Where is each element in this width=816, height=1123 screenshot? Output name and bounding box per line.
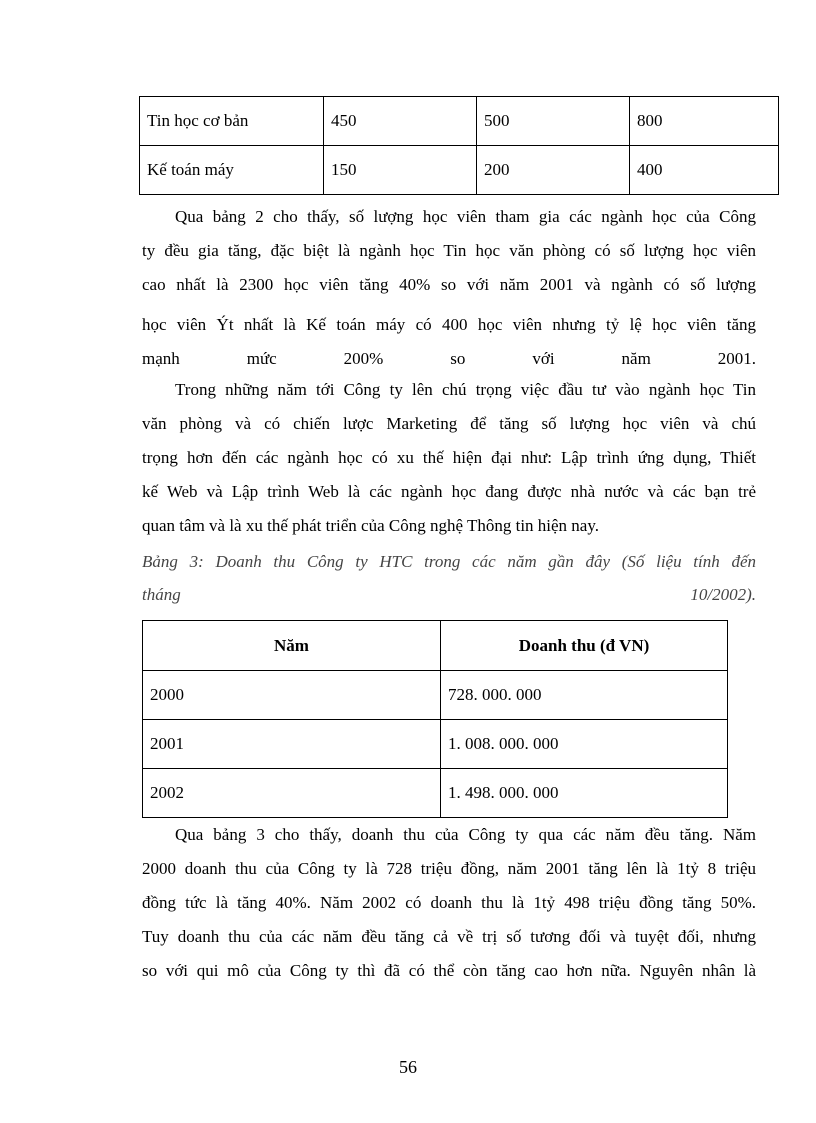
text-line: Tuy doanh thu của các năm đều tăng cả về trị số tương đối và tuyệt đối, nhưng <box>142 927 756 946</box>
caption-line: tháng 10/2002). <box>142 585 756 604</box>
text-line: so với qui mô của Công ty thì đã có thể còn tăng cao hơn nữa. Nguyên nhân là <box>142 961 756 980</box>
table-row <box>143 769 728 818</box>
paragraph-future-plan <box>142 373 756 543</box>
table-row <box>140 97 779 146</box>
page-number: 56 <box>399 1057 417 1077</box>
table-header-row <box>143 621 728 671</box>
table-cell: 728. 000. 000 <box>441 671 728 720</box>
table-cell: 2000 <box>143 671 441 720</box>
text-line: Trong những năm tới Công ty lên chú trọng việc đầu tư vào ngành học Tin <box>175 380 756 399</box>
table-cell: Tin học cơ bản <box>140 97 324 146</box>
text-line: cao nhất là 2300 học viên tăng 40% so với năm 2001 và ngành có số lượng <box>142 275 756 294</box>
column-header-revenue: Doanh thu (đ VN) <box>441 621 728 671</box>
table-cell: 2002 <box>143 769 441 818</box>
table-row <box>140 146 779 195</box>
table-cell: 150 <box>324 146 477 195</box>
caption-line: Bảng 3: Doanh thu Công ty HTC trong các năm gần đây (Số liệu tính đến <box>142 552 756 571</box>
table-cell: 400 <box>630 146 779 195</box>
course-table <box>139 96 779 195</box>
text-line: Qua bảng 3 cho thấy, doanh thu của Công ty qua các năm đều tăng. Năm <box>175 825 756 844</box>
text-line: văn phòng và có chiến lược Marketing để tăng số lượng học viên và chú <box>142 414 756 433</box>
table-cell: 200 <box>477 146 630 195</box>
paragraph-table2-analysis <box>142 200 756 376</box>
text-line: học viên Ýt nhất là Kế toán máy có 400 học viên nhưng tỷ lệ học viên tăng <box>142 315 756 334</box>
text-line: kế Web và Lập trình Web là các ngành học đang được nhà nước và các bạn trẻ <box>142 482 756 501</box>
table-cell: 1. 498. 000. 000 <box>441 769 728 818</box>
table3-caption <box>142 545 756 611</box>
table-cell: Kế toán máy <box>140 146 324 195</box>
text-line: mạnh mức 200% so với năm 2001. <box>142 349 756 368</box>
text-line: đồng tức là tăng 40%. Năm 2002 có doanh thu là 1tỷ 498 triệu đồng tăng 50%. <box>142 893 756 912</box>
table-cell: 800 <box>630 97 779 146</box>
text-line: Qua bảng 2 cho thấy, số lượng học viên tham gia các ngành học của Công <box>175 207 756 226</box>
table-row <box>143 671 728 720</box>
text-line: ty đều gia tăng, đặc biệt là ngành học Tin học văn phòng có số lượng học viên <box>142 241 756 260</box>
text-line: quan tâm và là xu thế phát triển của Công nghệ Thông tin hiện nay. <box>142 516 599 535</box>
revenue-table <box>142 620 728 818</box>
table-cell: 500 <box>477 97 630 146</box>
table-cell: 2001 <box>143 720 441 769</box>
text-line: trọng hơn đến các ngành học có xu thế hiện đại như: Lập trình ứng dụng, Thiết <box>142 448 756 467</box>
table-cell: 1. 008. 000. 000 <box>441 720 728 769</box>
table-cell: 450 <box>324 97 477 146</box>
table-row <box>143 720 728 769</box>
paragraph-table3-analysis <box>142 818 756 988</box>
text-line: 2000 doanh thu của Công ty là 728 triệu đồng, năm 2001 tăng lên là 1tỷ 8 triệu <box>142 859 756 878</box>
column-header-year: Năm <box>143 621 441 671</box>
